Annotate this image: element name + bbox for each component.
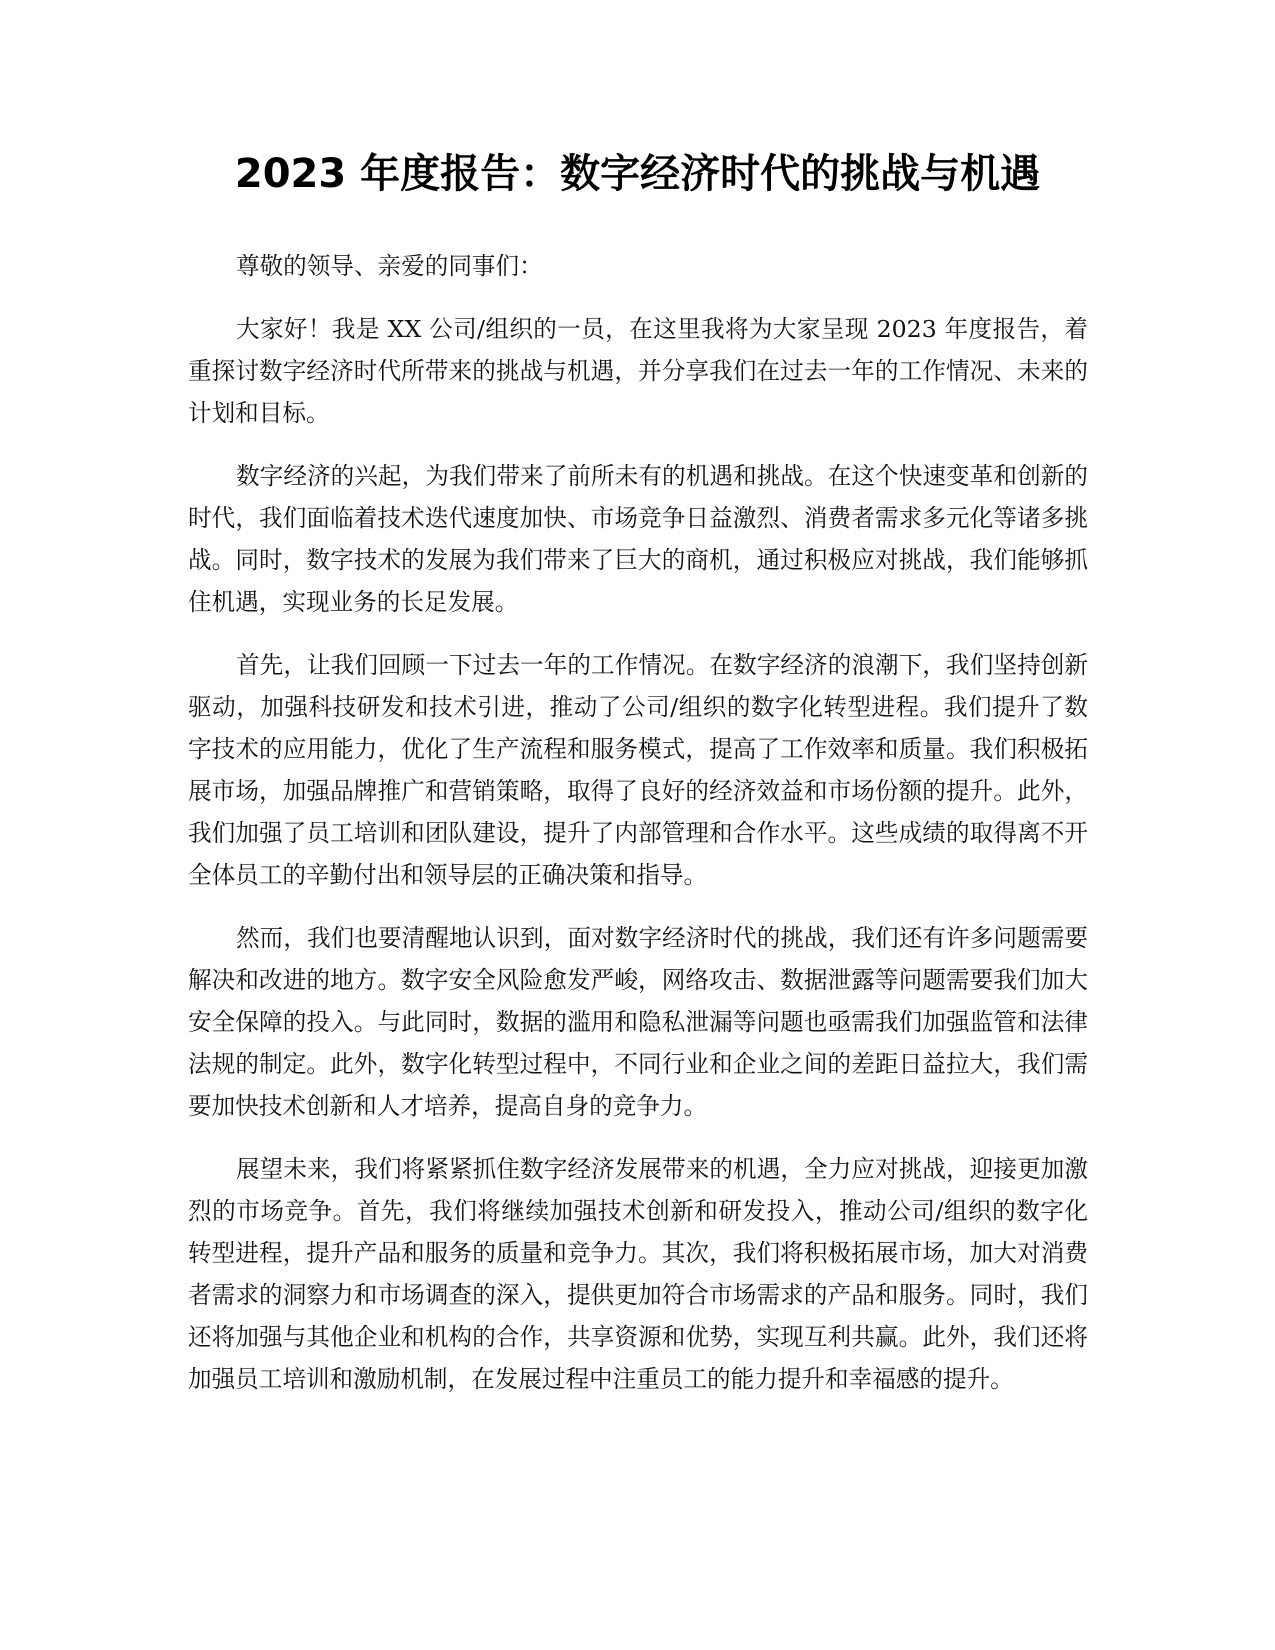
salutation-paragraph: 尊敬的领导、亲爱的同事们：: [236, 252, 543, 280]
intro-paragraph: 大家好！我是 XX 公司/组织的一员，在这里我将为大家呈现 2023 年度报告，着重探讨数字经济时代所带来的挑战与机遇，并分享我们在过去一年的工作情况、未来的计划和目标。: [188, 315, 1088, 427]
outlook-paragraph: 展望未来，我们将紧紧抓住数字经济发展带来的机遇，全力应对挑战，迎接更加激烈的市场竞争。首先，我们将继续加强技术创新和研发投入，推动公司/组织的数字化转型进程，提升产品和服务的质量和竞争力。其次，我们将积极拓展市场，加大对消费者需求的洞察力和市场调查的深入，提供更加符合市场需求的产品和服务。同时，我们还将加强与其他企业和机构的合作，共享资源和优势，实现互利共赢。此外，我们还将加强员工培训和激励机制，在发展过程中注重员工的能力提升和幸福感的提升。: [188, 1155, 1088, 1393]
digital-economy-paragraph: 数字经济的兴起，为我们带来了前所未有的机遇和挑战。在这个快速变革和创新的时代，我们面临着技术迭代速度加快、市场竞争日益激烈、消费者需求多元化等诸多挑战。同时，数字技术的发展为我们带来了巨大的商机，通过积极应对挑战，我们能够抓住机遇，实现业务的长足发展。: [188, 462, 1088, 616]
work-review-paragraph: 首先，让我们回顾一下过去一年的工作情况。在数字经济的浪潮下，我们坚持创新驱动，加强科技研发和技术引进，推动了公司/组织的数字化转型进程。我们提升了数字技术的应用能力，优化了生产流程和服务模式，提高了工作效率和质量。我们积极拓展市场，加强品牌推广和营销策略，取得了良好的经济效益和市场份额的提升。此外，我们加强了员工培训和团队建设，提升了内部管理和合作水平。这些成绩的取得离不开全体员工的辛勤付出和领导层的正确决策和指导。: [188, 651, 1088, 889]
challenges-paragraph: 然而，我们也要清醒地认识到，面对数字经济时代的挑战，我们还有许多问题需要解决和改进的地方。数字安全风险愈发严峻，网络攻击、数据泄露等问题需要我们加大安全保障的投入。与此同时，数据的滥用和隐私泄漏等问题也亟需我们加强监管和法律法规的制定。此外，数字化转型过程中，不同行业和企业之间的差距日益拉大，我们需要加快技术创新和人才培养，提高自身的竞争力。: [188, 924, 1088, 1120]
document-title: 2023 年度报告：数字经济时代的挑战与机遇: [234, 151, 1041, 197]
document-body: [188, 245, 1088, 1421]
